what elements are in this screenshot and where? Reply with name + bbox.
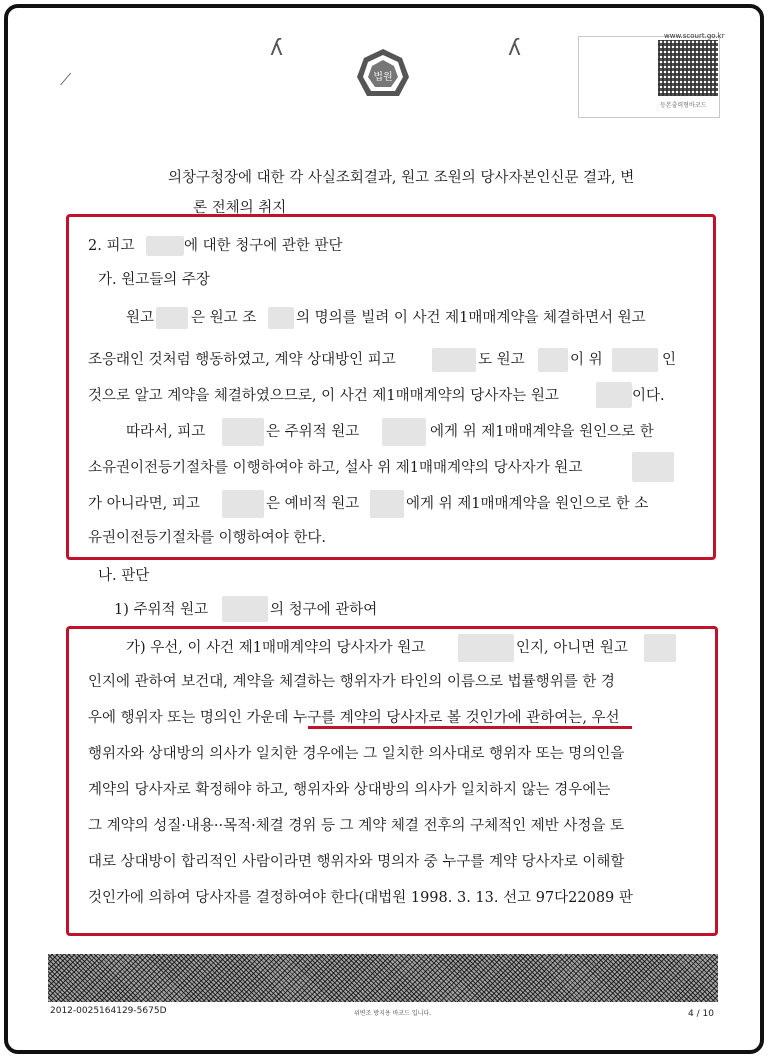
text-line: 대로 상대방이 합리적인 사람이라면 행위자와 명의자 중 누구를 계약 당사자로 이해할: [88, 854, 625, 870]
redaction: [432, 348, 476, 372]
subheading: 나. 판단: [98, 568, 150, 584]
redaction: [222, 596, 268, 622]
text-line: 에게 위 제1매매계약을 원인으로 한 소: [406, 496, 649, 512]
text-line: 은 주위적 원고: [266, 424, 360, 440]
text-line: 그 계약의 성질·내용··목적·체결 경위 등 그 계약 체결 전후의 구체적인 제반 사정을 토: [88, 818, 624, 834]
scan-mark-icon: ʎ: [270, 36, 284, 61]
text-line: 조응래인 것처럼 행동하였고, 계약 상대방인 피고: [88, 352, 396, 368]
redaction: [222, 490, 264, 518]
redaction: [632, 452, 674, 482]
highlight-underline: [308, 726, 632, 729]
anti-forgery-barcode: [48, 954, 718, 1002]
intro-line: 론 전체의 취지: [193, 200, 287, 216]
redaction: [156, 307, 188, 329]
text-line: 것으로 알고 계약을 체결하였으므로, 이 사건 제1매매계약의 당사자는 원고: [88, 388, 559, 404]
text-line: 원고: [126, 310, 155, 326]
text-line: 가 아니라면, 피고: [88, 496, 200, 512]
section-heading: 에 대한 청구에 관한 판단: [184, 238, 343, 254]
document-page: [4, 4, 764, 1054]
qr-code-icon: [658, 40, 718, 96]
redaction: [612, 348, 658, 372]
text-line: 은 원고 조: [191, 310, 257, 326]
text-line: 우에 행위자 또는 명의인 가운데 누구를 계약의 당사자로 볼 것인가에 관하여는, 우선: [88, 710, 620, 726]
scan-mark-icon: ʎ: [508, 36, 522, 61]
text-line: 가) 우선, 이 사건 제1매매계약의 당사자가 원고: [126, 640, 426, 656]
redaction: [538, 348, 568, 372]
redaction: [382, 418, 426, 446]
court-emblem-icon: [354, 46, 412, 104]
text-line: 소유권이전등기절차를 이행하여야 하고, 설사 위 제1매매계약의 당사자가 원고: [88, 460, 583, 476]
subheading: 1) 주위적 원고: [114, 602, 209, 618]
qr-caption: 등본출력형바코드: [660, 102, 707, 109]
text-line: 따라서, 피고: [126, 424, 206, 440]
redaction: [370, 490, 404, 518]
qr-url: www.scourt.go.kr: [664, 32, 725, 40]
text-line: 행위자와 상대방의 의사가 일치한 경우에는 그 일치한 의사대로 행위자 또는 명의인을: [88, 746, 625, 762]
text-line: 유권이전등기절차를 이행하여야 한다.: [88, 530, 326, 546]
redaction: [644, 634, 676, 662]
subheading: 의 청구에 관하여: [270, 602, 378, 618]
document-id: 2012-0025164129-5675D: [50, 1006, 167, 1016]
section-heading: 2. 피고: [88, 238, 135, 254]
page-number: 4 / 10: [688, 1009, 714, 1019]
intro-line: 의창구청장에 대한 각 사실조회결과, 원고 조원의 당사자본인신문 결과, 변: [168, 170, 635, 186]
text-line: 인지에 관하여 보건대, 계약을 체결하는 행위자가 타인의 이름으로 법률행위를 한 경: [88, 674, 615, 690]
text-line: 이다.: [632, 388, 665, 404]
redaction: [146, 236, 184, 256]
emblem-text: 법원: [373, 72, 393, 83]
text-line: 이 위: [570, 352, 603, 368]
text-line: 것인가에 의하여 당사자를 결정하여야 한다(대법원 1998. 3. 13. 선고 97다22089 판: [88, 890, 633, 906]
barcode-note: 위변조 방지용 바코드 입니다.: [354, 1010, 432, 1017]
redaction: [268, 307, 294, 329]
text-line: 인: [662, 352, 677, 368]
text-line: 인지, 아니면 원고: [516, 640, 628, 656]
scan-mark-icon: ⟋: [60, 70, 72, 89]
text-line: 에게 위 제1매매계약을 원인으로 한: [430, 424, 654, 440]
redaction: [458, 634, 514, 662]
text-line: 계약의 당사자로 확정해야 하고, 행위자와 상대방의 의사가 일치하지 않는 경우에는: [88, 782, 611, 798]
text-line: 의 명의를 빌려 이 사건 제1매매계약을 체결하면서 원고: [296, 310, 646, 326]
subheading: 가. 원고들의 주장: [98, 272, 210, 288]
redaction: [596, 382, 632, 408]
text-line: 도 원고: [478, 352, 525, 368]
text-line: 은 예비적 원고: [266, 496, 360, 512]
redaction: [222, 418, 264, 446]
